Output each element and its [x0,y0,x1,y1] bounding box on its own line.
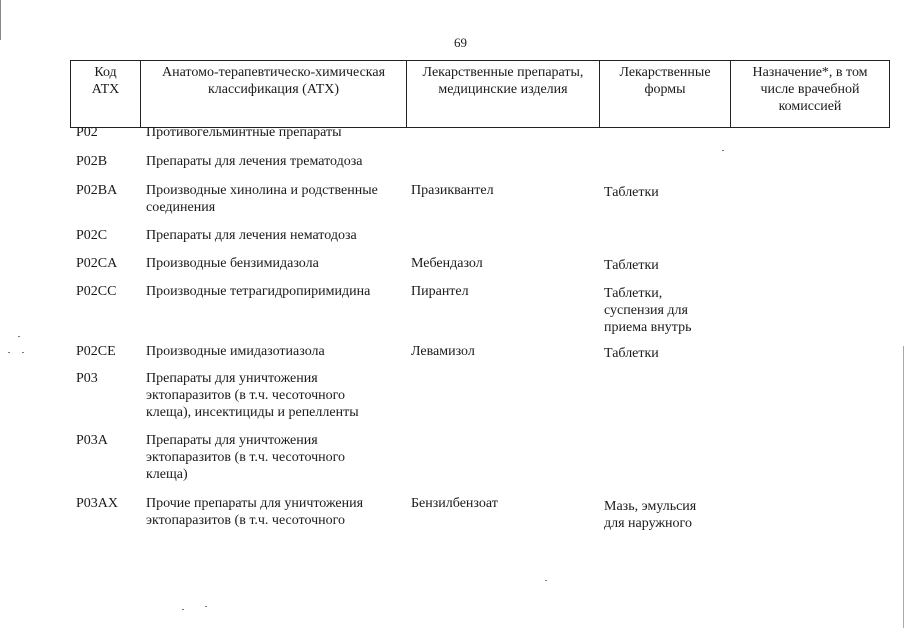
form-line: Таблетки [604,258,659,273]
form-line: для наружного [604,516,692,531]
scan-speck [205,606,207,607]
row-code: P03 [76,371,98,386]
row-code: P02CC [76,284,117,299]
header-line: Лекарственные [619,65,711,80]
header-line: медицинские изделия [438,82,568,97]
scan-speck [22,352,24,353]
classification-line: Производные тетрагидропиримидина [146,284,371,299]
header-classification [141,61,407,127]
row-form [604,498,696,532]
row-drug: Левамизол [411,344,475,359]
header-line: числе врачебной [760,82,860,97]
row-form [604,285,691,336]
row-classification [146,432,345,483]
header-code-atc [71,61,141,127]
header-line: АТХ [91,82,120,97]
form-line: Таблетки [604,346,659,361]
row-code: P02BA [76,183,118,198]
classification-line: эктопаразитов (в т.ч. чесоточного [146,513,346,528]
row-drug: Пирантел [411,284,469,299]
classification-line: Противогельминтные препараты [146,125,342,140]
form-line: Мазь, эмульсия [604,499,697,514]
row-classification [146,227,357,244]
form-line: Таблетки, [604,286,663,301]
scan-speck [545,580,547,581]
classification-line: Производные хинолина и родственные [146,183,378,198]
header-purpose [731,61,889,127]
classification-line: Препараты для лечения трематодоза [146,154,363,169]
scan-speck [18,336,20,337]
classification-line: клеща) [146,467,188,482]
row-code: P02C [76,228,108,243]
scan-right-edge [903,346,904,628]
form-line: суспензия для [604,303,688,318]
classification-line: клеща), инсектициды и репелленты [146,405,359,420]
header-line: Лекарственные препараты, [422,65,584,80]
scan-edge-mark [0,0,1,40]
header-line: классификация (АТХ) [207,82,340,97]
page-number: 69 [454,35,467,50]
row-classification [146,343,325,360]
header-forms [600,61,731,127]
header-line: Анатомо-терапевтическо-химическая [161,65,386,80]
row-code: P03AX [76,496,119,511]
row-form [604,184,659,201]
classification-line: Прочие препараты для уничтожения [146,496,364,511]
row-classification [146,124,342,141]
form-line: приема внутрь [604,320,692,335]
header-line: формы [644,82,686,97]
row-form [604,257,659,274]
row-drug: Бензилбензоат [411,496,498,511]
header-line: комиссией [778,99,842,114]
classification-line: эктопаразитов (в т.ч. чесоточного [146,388,346,403]
row-drug: Празиквантел [411,183,494,198]
row-classification [146,495,363,529]
classification-line: Препараты для уничтожения [146,433,318,448]
scan-speck [722,150,724,151]
classification-line: соединения [146,200,216,215]
row-form [604,345,659,362]
row-classification [146,283,370,300]
scan-speck [8,352,10,353]
classification-line: Препараты для лечения нематодоза [146,228,357,243]
table-header [70,60,890,128]
row-classification [146,370,359,421]
row-classification [146,182,378,216]
classification-line: Препараты для уничтожения [146,371,318,386]
row-code: P02CE [76,344,116,359]
row-classification [146,255,319,272]
row-code: P02CA [76,256,118,271]
classification-line: Производные имидазотиазола [146,344,325,359]
header-line: Код [94,65,117,80]
row-code: P03A [76,433,108,448]
header-line: Назначение*, в том [752,65,868,80]
classification-line: Производные бензимидазола [146,256,319,271]
row-code: P02 [76,125,98,140]
row-classification [146,153,363,170]
scan-speck [182,609,184,610]
row-code: P02B [76,154,108,169]
row-drug: Мебендазол [411,256,483,271]
form-line: Таблетки [604,185,659,200]
header-drugs [407,61,600,127]
classification-line: эктопаразитов (в т.ч. чесоточного [146,450,346,465]
